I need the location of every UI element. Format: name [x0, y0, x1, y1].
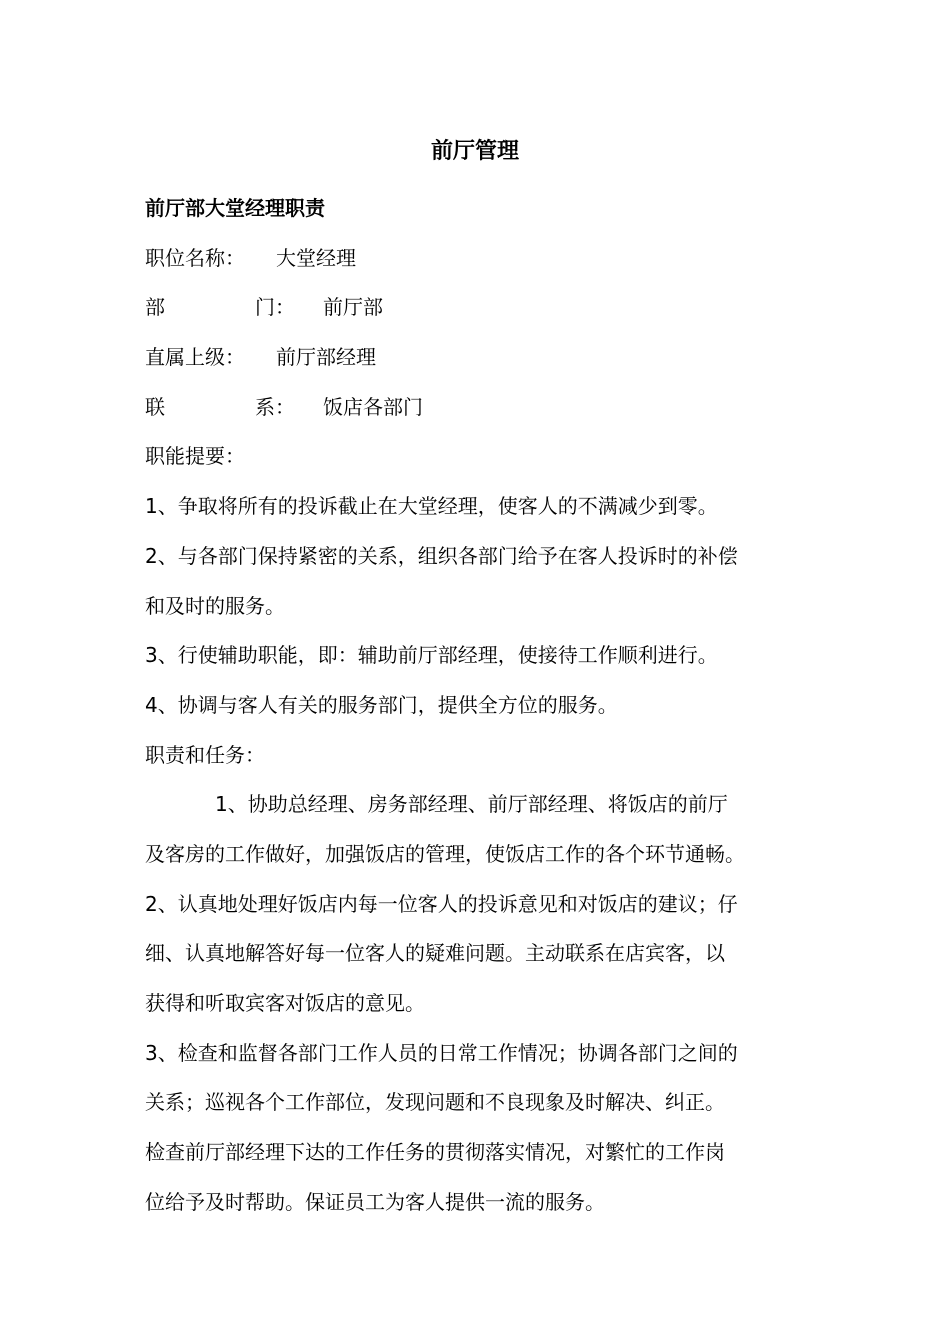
field-department — [145, 283, 813, 333]
function-line: 1、争取将所有的投诉截止在大堂经理，使客人的不满减少到零。 — [145, 494, 718, 519]
function-line: 3、行使辅助职能，即：辅助前厅部经理，使接待工作顺利进行。 — [145, 643, 718, 668]
duty-line: 3、检查和监督各部门工作人员的日常工作情况；协调各部门之间的 — [145, 1040, 738, 1065]
field-label-end: 系： — [255, 394, 295, 419]
function-line: 4、协调与客人有关的服务部门，提供全方位的服务。 — [145, 692, 618, 717]
duty-line: 1、协助总经理、房务部经理、前厅部经理、将饭店的前厅 — [215, 792, 728, 817]
function-line: 2、与各部门保持紧密的关系，组织各部门给予在客人投诉时的补偿 — [145, 543, 738, 568]
document-title: 前厅管理 — [430, 139, 519, 164]
duty-line: 关系；巡视各个工作部位，发现问题和不良现象及时解决、纠正。 — [145, 1090, 725, 1115]
section-heading: 前厅部大堂经理职责 — [145, 196, 325, 220]
field-label-start: 部 — [145, 295, 165, 320]
field-label-start: 联 — [145, 394, 165, 419]
duty-line: 及客房的工作做好，加强饭店的管理，使饭店工作的各个环节通畅。 — [145, 841, 745, 866]
document-body — [145, 184, 813, 1227]
field-value: 饭店各部门 — [323, 394, 423, 419]
duty-line: 细、认真地解答好每一位客人的疑难问题。主动联系在店宾客，以 — [145, 941, 725, 966]
duties-heading: 职责和任务： — [145, 742, 265, 767]
field-label: 职位名称： — [145, 245, 245, 270]
field-value: 大堂经理 — [276, 245, 356, 270]
field-contact — [145, 383, 813, 433]
field-label-end: 门： — [255, 295, 295, 320]
field-supervisor — [145, 333, 813, 383]
functions-heading: 职能提要： — [145, 444, 245, 469]
duty-line: 检查前厅部经理下达的工作任务的贯彻落实情况，对繁忙的工作岗 — [145, 1140, 725, 1165]
duty-line: 获得和听取宾客对饭店的意见。 — [145, 991, 425, 1015]
function-line: 和及时的服务。 — [145, 593, 285, 618]
field-value: 前厅部经理 — [276, 345, 376, 370]
field-label: 直属上级： — [145, 345, 245, 370]
field-value: 前厅部 — [323, 295, 383, 320]
duty-line: 位给予及时帮助。保证员工为客人提供一流的服务。 — [145, 1189, 605, 1214]
duty-line: 2、认真地处理好饭店内每一位客人的投诉意见和对饭店的建议；仔 — [145, 891, 738, 916]
field-position-name — [145, 234, 813, 284]
